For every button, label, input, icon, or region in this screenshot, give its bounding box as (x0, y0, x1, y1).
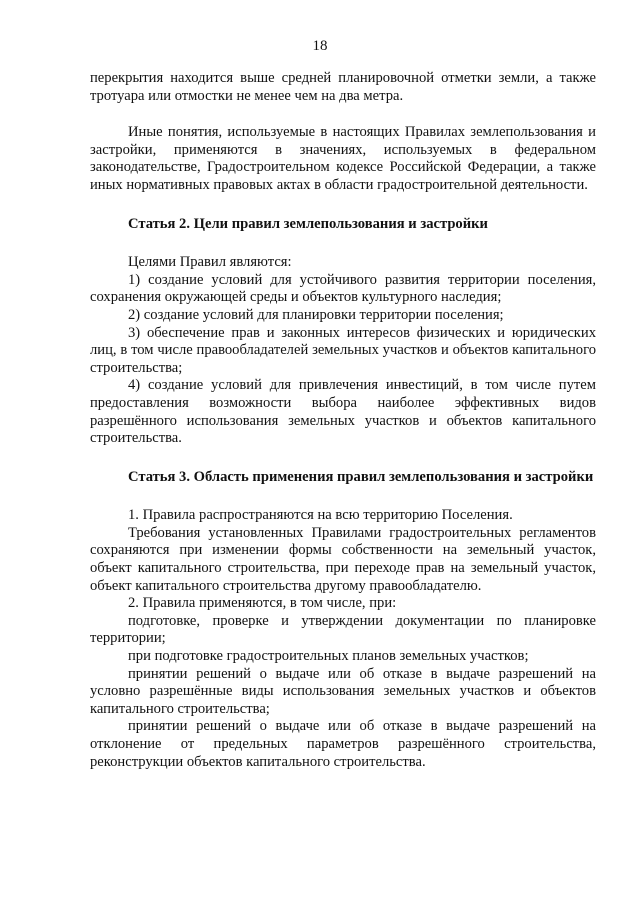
article-3-paragraph: 2. Правила применяются, в том числе, при: (128, 595, 397, 612)
article-3-paragraph: Требования установленных Правилами градостроительных регламентов сохраняются при изменении формы собственности на земельный участок, объект капитального строительства, при переходе прав на земельный участок, объект капитального строительства другому правообладателю. (90, 524, 596, 594)
article-2-item: 3) обеспечение прав и законных интересов физических и юридических лиц, в том числе правообладателей земельных участков и объектов капитального строительства; (90, 324, 596, 376)
article-3-heading: Статья 3. Область применения правил землепользования и застройки (128, 468, 594, 485)
article-2-item: 2) создание условий для планировки территории поселения; (128, 306, 504, 323)
article-3-paragraph: 1. Правила распространяются на всю территорию Поселения. (128, 507, 513, 524)
paragraph-continuation: перекрытия находится выше средней планировочной отметки земли, а также тротуара или отмостки не менее чем на два метра. (90, 70, 596, 104)
article-3-paragraph: при подготовке градостроительных планов земельных участков; (128, 648, 529, 665)
page-number: 18 (312, 38, 328, 54)
document-body (90, 70, 596, 771)
article-2-heading: Статья 2. Цели правил землепользования и застройки (128, 215, 488, 232)
article-3-paragraph: принятии решений о выдаче или об отказе в выдаче разрешений на отклонение от предельных параметров разрешённого строительства, реконструкции объектов капитального строительства. (90, 718, 596, 770)
article-3-paragraph: подготовке, проверке и утверждении документации по планировке территории; (90, 612, 596, 647)
article-2-item: 4) создание условий для привлечения инвестиций, в том числе путем предоставления возможности выбора наиболее эффективных видов разрешённого использования земельных участков и объектов капитального строительства. (90, 377, 596, 447)
article-3-paragraph: принятии решений о выдаче или об отказе в выдаче разрешений на условно разрешённые виды использования земельных участков и объектов капитального строительства; (90, 665, 596, 717)
paragraph-other-concepts: Иные понятия, используемые в настоящих Правилах землепользования и застройки, применяются в значениях, используемых в федеральном законодательстве, Градостроительном кодексе Российской Федерации, а также иных нормативных правовых актах в области градостроительной деятельности. (90, 124, 596, 193)
article-2-intro: Целями Правил являются: (128, 254, 292, 271)
article-2-item: 1) создание условий для устойчивого развития территории поселения, сохранения окружающей среды и объектов культурного наследия; (90, 271, 596, 306)
